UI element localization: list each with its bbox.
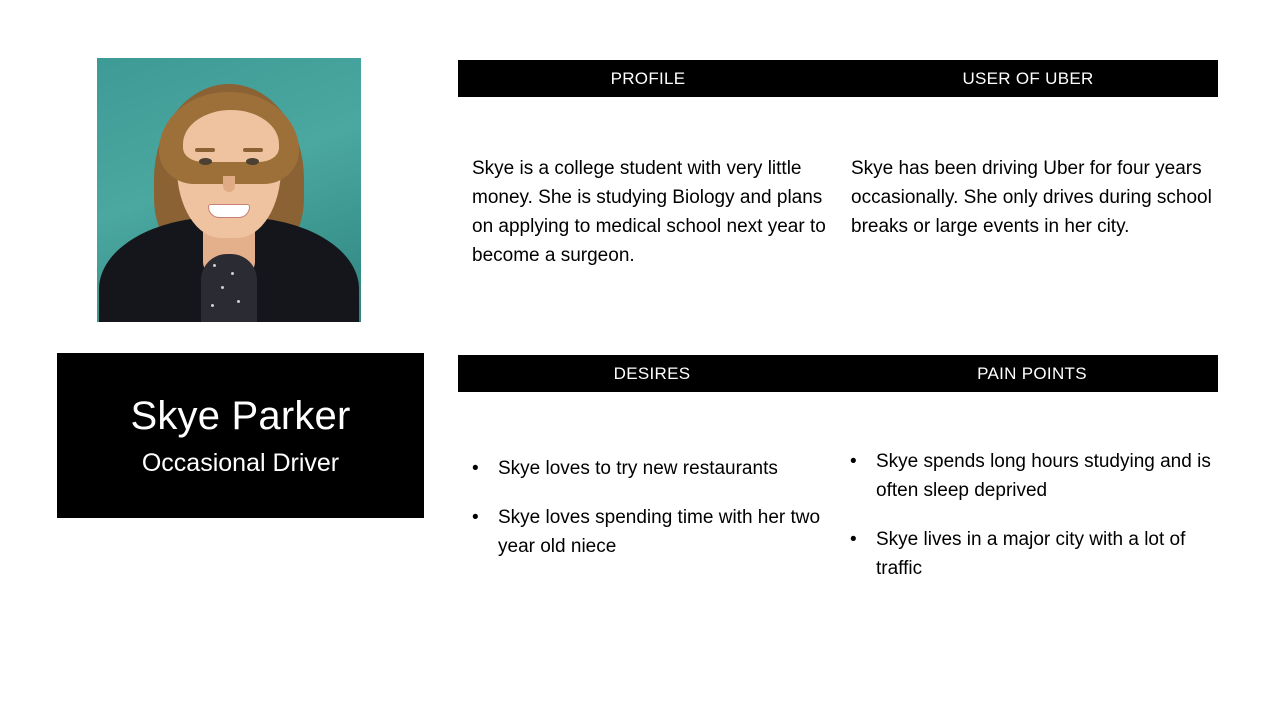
section-header-profile: PROFILE	[458, 60, 838, 97]
photo-eyebrow-right	[243, 148, 263, 152]
list-item: • Skye loves spending time with her two year old niece	[466, 504, 836, 562]
list-item: • Skye lives in a major city with a lot of traffic	[844, 526, 1214, 584]
photo-eyebrow-left	[195, 148, 215, 152]
list-item: • Skye loves to try new restaurants	[466, 455, 836, 484]
section-header-desires: DESIRES	[458, 355, 846, 392]
persona-role: Occasional Driver	[141, 448, 340, 477]
photo-blouse-dot	[211, 304, 214, 307]
photo-blouse-dot	[237, 300, 240, 303]
photo-nose	[223, 176, 235, 192]
photo-eye-left	[199, 158, 212, 165]
photo-mouth	[208, 204, 250, 218]
photo-eye-right	[246, 158, 259, 165]
list-item: • Skye spends long hours studying and is often sleep deprived	[844, 448, 1214, 506]
persona-name-block	[57, 353, 424, 518]
profile-text: Skye is a college student with very little money. She is studying Biology and plans on applying to medical school next year to become a surgeon.	[472, 158, 826, 266]
photo-blouse	[201, 254, 257, 322]
persona-portrait-photo	[97, 58, 361, 322]
user-of-uber-text: Skye has been driving Uber for four years occasionally. She only drives during school breaks or large events in her city.	[851, 158, 1212, 237]
desires-list	[466, 455, 836, 582]
photo-blouse-dot	[231, 272, 234, 275]
pain-points-list	[844, 448, 1214, 604]
photo-blouse-dot	[221, 286, 224, 289]
persona-name: Skye Parker	[130, 393, 351, 438]
photo-blouse-dot	[213, 264, 216, 267]
section-header-pain-points: PAIN POINTS	[846, 355, 1218, 392]
section-header-user-of-uber: USER OF UBER	[838, 60, 1218, 97]
